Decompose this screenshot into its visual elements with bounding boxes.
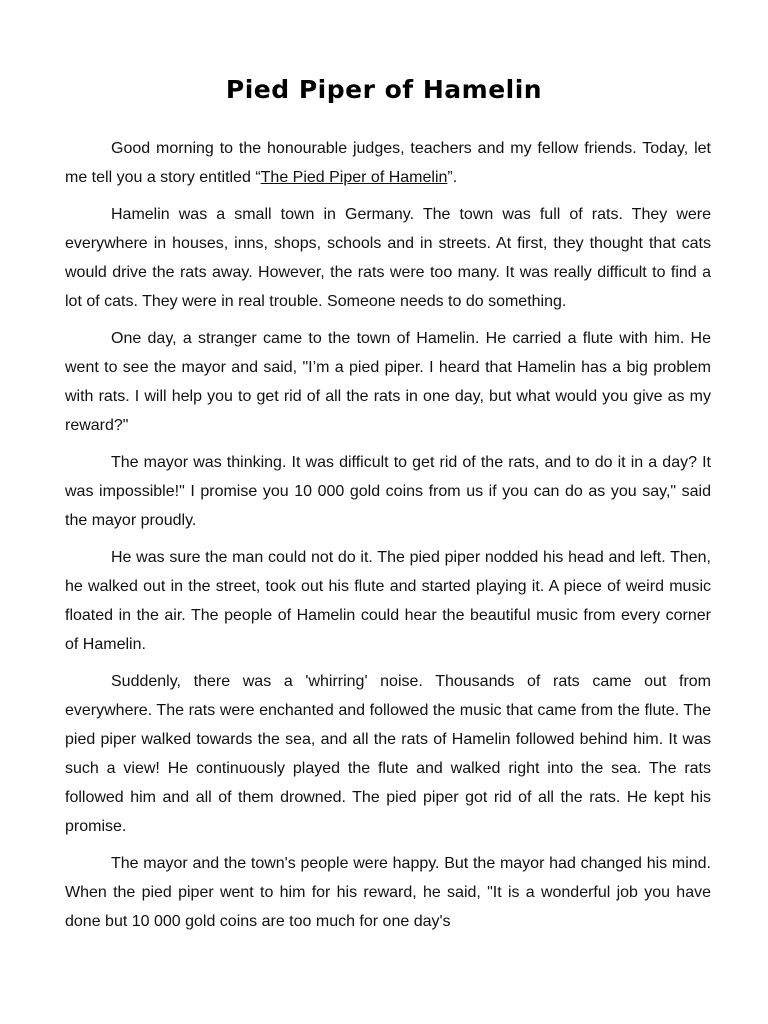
intro-text: Good morning to the honourable judges, teachers and my fellow friends. Today, let me tell you a story entitled “ [65, 140, 711, 186]
paragraph-rats: Suddenly, there was a 'whirring' noise. Thousands of rats came out from everywhere. The rats were enchanted and followed the music that came from the flute. The pied piper walked towards the sea, and all the rats of Hamelin followed behind him. It was such a view! He continuously played the flute and walked right into the sea. The rats followed him and all of them drowned. The pied piper got rid of all the rats. He kept his promise. [65, 673, 711, 835]
story-body [65, 134, 711, 944]
paragraph-stranger: One day, a stranger came to the town of Hamelin. He carried a flute with him. He went to see the mayor and said, "I’m a pied piper. I heard that Hamelin has a big problem with rats. I will help you to get rid of all the rats in one day, but what would you give as my reward?" [65, 330, 711, 434]
paragraph-intro [65, 134, 711, 192]
paragraph-hamelin: Hamelin was a small town in Germany. The town was full of rats. They were everywhere in houses, inns, shops, schools and in streets. At first, they thought that cats would drive the rats away. However, the rats were too many. It was really difficult to find a lot of cats. They were in real trouble. Someone needs to do something. [65, 206, 711, 310]
paragraph-mayor-promise: The mayor was thinking. It was difficult to get rid of the rats, and to do it in a day? It was impossible!" I promise you 10 000 gold coins from us if you can do as you say," said the mayor proudly. [65, 454, 711, 529]
page-title: Pied Piper of Hamelin [225, 75, 543, 104]
paragraph-music: He was sure the man could not do it. The pied piper nodded his head and left. Then, he walked out in the street, took out his flute and started playing it. A piece of weird music floated in the air. The people of Hamelin could hear the beautiful music from every corner of Hamelin. [65, 549, 711, 653]
intro-text-end: ”. [447, 169, 458, 186]
story-title-underlined: The Pied Piper of Hamelin [260, 169, 448, 186]
paragraph-reward: The mayor and the town's people were happy. But the mayor had changed his mind. When the pied piper went to him for his reward, he said, "It is a wonderful job you have done but 10 000 gold coins are too much for one day's [65, 855, 711, 930]
